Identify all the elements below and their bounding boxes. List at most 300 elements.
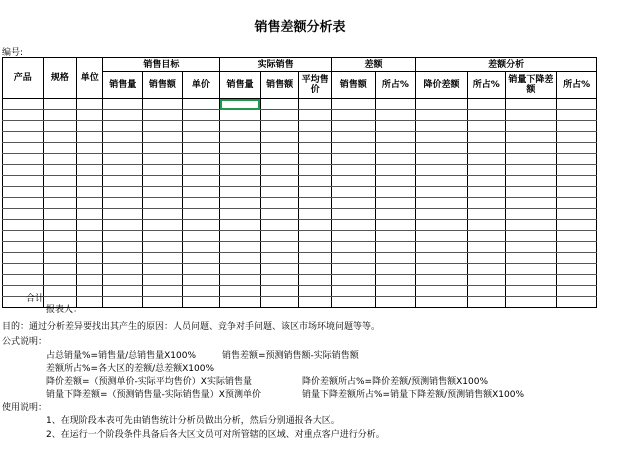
table-cell[interactable] <box>77 286 103 297</box>
table-cell[interactable] <box>220 220 261 231</box>
table-cell[interactable] <box>467 99 505 110</box>
table-cell[interactable] <box>43 264 77 275</box>
table-row <box>3 187 597 198</box>
total-cell[interactable] <box>103 297 143 308</box>
table-cell[interactable] <box>43 110 77 121</box>
table-cell[interactable] <box>260 99 299 110</box>
table-cell[interactable] <box>260 198 299 209</box>
table-row <box>3 99 597 110</box>
table-cell[interactable] <box>182 154 220 165</box>
table-cell[interactable] <box>220 253 261 264</box>
table-cell[interactable] <box>299 275 332 286</box>
table-cell[interactable] <box>143 242 183 253</box>
table-cell[interactable] <box>220 165 261 176</box>
table-cell[interactable] <box>143 275 183 286</box>
table-cell[interactable] <box>182 286 220 297</box>
table-cell[interactable] <box>43 143 77 154</box>
table-cell[interactable] <box>416 187 468 198</box>
table-cell[interactable] <box>467 253 505 264</box>
table-cell[interactable] <box>3 121 44 132</box>
table-cell[interactable] <box>299 220 332 231</box>
table-cell[interactable] <box>375 132 416 143</box>
table-cell[interactable] <box>299 253 332 264</box>
table-cell[interactable] <box>103 231 143 242</box>
table-cell[interactable] <box>3 132 44 143</box>
table-cell[interactable] <box>143 110 183 121</box>
table-cell[interactable] <box>557 110 597 121</box>
total-cell[interactable] <box>260 297 299 308</box>
table-cell[interactable] <box>505 154 557 165</box>
table-cell[interactable] <box>77 220 103 231</box>
table-cell[interactable] <box>505 198 557 209</box>
table-cell[interactable] <box>557 220 597 231</box>
table-cell[interactable] <box>416 231 468 242</box>
table-cell[interactable] <box>505 275 557 286</box>
table-cell[interactable] <box>77 176 103 187</box>
total-cell[interactable] <box>220 297 261 308</box>
table-cell[interactable] <box>103 165 143 176</box>
table-cell[interactable] <box>182 187 220 198</box>
table-cell[interactable] <box>43 231 77 242</box>
table-cell[interactable] <box>143 132 183 143</box>
table-cell[interactable] <box>557 132 597 143</box>
table-cell[interactable] <box>557 154 597 165</box>
total-cell[interactable] <box>467 297 505 308</box>
table-cell[interactable] <box>3 154 44 165</box>
table-cell[interactable] <box>557 231 597 242</box>
table-cell[interactable] <box>77 110 103 121</box>
table-cell[interactable] <box>505 110 557 121</box>
table-cell[interactable] <box>416 99 468 110</box>
table-cell[interactable] <box>182 198 220 209</box>
table-cell[interactable] <box>416 286 468 297</box>
table-cell[interactable] <box>43 209 77 220</box>
table-cell[interactable] <box>505 220 557 231</box>
table-cell[interactable] <box>103 110 143 121</box>
table-cell[interactable] <box>375 165 416 176</box>
code-label: 编号: <box>2 48 24 58</box>
table-cell[interactable] <box>331 121 375 132</box>
table-row <box>3 209 597 220</box>
table-cell[interactable] <box>331 143 375 154</box>
table-cell[interactable] <box>505 286 557 297</box>
table-cell[interactable] <box>3 187 44 198</box>
table-cell[interactable] <box>467 187 505 198</box>
selected-cell[interactable] <box>220 99 261 110</box>
table-cell[interactable] <box>260 176 299 187</box>
table-cell[interactable] <box>467 110 505 121</box>
total-cell[interactable] <box>505 297 557 308</box>
table-cell[interactable] <box>331 275 375 286</box>
table-cell[interactable] <box>467 275 505 286</box>
table-cell[interactable] <box>299 132 332 143</box>
table-cell[interactable] <box>467 154 505 165</box>
total-cell[interactable] <box>182 297 220 308</box>
data-rows <box>3 99 597 308</box>
table-cell[interactable] <box>77 187 103 198</box>
table-cell[interactable] <box>467 231 505 242</box>
table-cell[interactable] <box>103 264 143 275</box>
table-cell[interactable] <box>182 253 220 264</box>
table-cell[interactable] <box>3 264 44 275</box>
table-cell[interactable] <box>557 121 597 132</box>
table-cell[interactable] <box>143 121 183 132</box>
table-cell[interactable] <box>299 99 332 110</box>
table-cell[interactable] <box>143 286 183 297</box>
table-cell[interactable] <box>143 198 183 209</box>
table-cell[interactable] <box>467 165 505 176</box>
table-cell[interactable] <box>3 176 44 187</box>
table-cell[interactable] <box>331 253 375 264</box>
header-qty-drop: 销量下降差额 <box>505 72 557 99</box>
table-cell[interactable] <box>467 176 505 187</box>
table-cell[interactable] <box>103 121 143 132</box>
table-cell[interactable] <box>143 253 183 264</box>
table-cell[interactable] <box>505 209 557 220</box>
table-cell[interactable] <box>331 242 375 253</box>
header-unit: 单位 <box>77 58 103 99</box>
table-cell[interactable] <box>467 242 505 253</box>
table-cell[interactable] <box>3 253 44 264</box>
table-cell[interactable] <box>375 275 416 286</box>
total-row <box>3 297 597 308</box>
table-cell[interactable] <box>3 165 44 176</box>
table-cell[interactable] <box>260 253 299 264</box>
table-cell[interactable] <box>557 143 597 154</box>
table-cell[interactable] <box>260 209 299 220</box>
table-cell[interactable] <box>375 286 416 297</box>
table-cell[interactable] <box>375 220 416 231</box>
table-cell[interactable] <box>299 209 332 220</box>
table-cell[interactable] <box>3 275 44 286</box>
table-cell[interactable] <box>505 264 557 275</box>
table-cell[interactable] <box>77 253 103 264</box>
table-cell[interactable] <box>220 242 261 253</box>
table-cell[interactable] <box>103 132 143 143</box>
table-cell[interactable] <box>375 154 416 165</box>
table-cell[interactable] <box>299 176 332 187</box>
table-cell[interactable] <box>375 143 416 154</box>
table-cell[interactable] <box>103 99 143 110</box>
table-cell[interactable] <box>416 110 468 121</box>
table-cell[interactable] <box>375 264 416 275</box>
table-cell[interactable] <box>467 121 505 132</box>
table-cell[interactable] <box>375 209 416 220</box>
table-cell[interactable] <box>220 121 261 132</box>
table-cell[interactable] <box>3 198 44 209</box>
table-cell[interactable] <box>77 154 103 165</box>
table-cell[interactable] <box>77 121 103 132</box>
table-cell[interactable] <box>557 253 597 264</box>
table-cell[interactable] <box>375 242 416 253</box>
table-cell[interactable] <box>103 187 143 198</box>
table-cell[interactable] <box>220 176 261 187</box>
table-cell[interactable] <box>103 143 143 154</box>
table-cell[interactable] <box>299 198 332 209</box>
total-cell[interactable] <box>416 297 468 308</box>
table-cell[interactable] <box>220 286 261 297</box>
table-cell[interactable] <box>557 264 597 275</box>
table-cell[interactable] <box>143 209 183 220</box>
table-cell[interactable] <box>143 231 183 242</box>
table-cell[interactable] <box>416 198 468 209</box>
table-cell[interactable] <box>375 187 416 198</box>
formula-1a: 占总销量%=销售量/总销售量X100% <box>46 351 197 361</box>
formula-3a: 降价差额=（预测单价-实际平均售价）X实际销售量 <box>46 377 252 387</box>
table-cell[interactable] <box>103 176 143 187</box>
table-cell[interactable] <box>43 176 77 187</box>
table-cell[interactable] <box>375 231 416 242</box>
table-cell[interactable] <box>331 198 375 209</box>
table-cell[interactable] <box>220 132 261 143</box>
table-cell[interactable] <box>143 176 183 187</box>
table-cell[interactable] <box>182 176 220 187</box>
table-cell[interactable] <box>260 154 299 165</box>
table-cell[interactable] <box>143 99 183 110</box>
table-cell[interactable] <box>331 165 375 176</box>
table-cell[interactable] <box>416 275 468 286</box>
table-cell[interactable] <box>143 143 183 154</box>
table-cell[interactable] <box>77 132 103 143</box>
table-cell[interactable] <box>260 110 299 121</box>
table-cell[interactable] <box>416 143 468 154</box>
table-cell[interactable] <box>3 110 44 121</box>
table-cell[interactable] <box>299 165 332 176</box>
table-cell[interactable] <box>557 242 597 253</box>
table-cell[interactable] <box>260 220 299 231</box>
table-cell[interactable] <box>375 198 416 209</box>
table-cell[interactable] <box>416 220 468 231</box>
table-cell[interactable] <box>103 253 143 264</box>
table-cell[interactable] <box>182 165 220 176</box>
table-cell[interactable] <box>331 264 375 275</box>
header-target: 销售目标 <box>103 58 220 72</box>
table-cell[interactable] <box>43 132 77 143</box>
table-cell[interactable] <box>103 154 143 165</box>
table-cell[interactable] <box>143 165 183 176</box>
table-cell[interactable] <box>331 132 375 143</box>
table-cell[interactable] <box>220 209 261 220</box>
table-cell[interactable] <box>331 231 375 242</box>
table-cell[interactable] <box>416 176 468 187</box>
table-cell[interactable] <box>182 264 220 275</box>
table-cell[interactable] <box>220 275 261 286</box>
table-cell[interactable] <box>43 165 77 176</box>
table-cell[interactable] <box>103 198 143 209</box>
table-cell[interactable] <box>331 286 375 297</box>
table-cell[interactable] <box>299 242 332 253</box>
table-cell[interactable] <box>299 121 332 132</box>
table-cell[interactable] <box>43 198 77 209</box>
table-cell[interactable] <box>331 187 375 198</box>
table-cell[interactable] <box>77 143 103 154</box>
table-cell[interactable] <box>505 143 557 154</box>
table-cell[interactable] <box>182 132 220 143</box>
table-cell[interactable] <box>103 242 143 253</box>
formula-title: 公式说明： <box>2 337 48 347</box>
table-cell[interactable] <box>505 253 557 264</box>
table-cell[interactable] <box>260 121 299 132</box>
table-cell[interactable] <box>77 275 103 286</box>
table-cell[interactable] <box>467 209 505 220</box>
table-cell[interactable] <box>375 110 416 121</box>
table-cell[interactable] <box>182 209 220 220</box>
table-cell[interactable] <box>260 275 299 286</box>
table-cell[interactable] <box>299 231 332 242</box>
total-cell[interactable] <box>557 297 597 308</box>
table-cell[interactable] <box>182 143 220 154</box>
table-cell[interactable] <box>467 198 505 209</box>
table-cell[interactable] <box>220 264 261 275</box>
table-cell[interactable] <box>557 209 597 220</box>
total-cell[interactable] <box>375 297 416 308</box>
table-cell[interactable] <box>505 121 557 132</box>
table-cell[interactable] <box>416 253 468 264</box>
table-cell[interactable] <box>103 286 143 297</box>
table-cell[interactable] <box>416 165 468 176</box>
table-cell[interactable] <box>103 209 143 220</box>
table-cell[interactable] <box>182 99 220 110</box>
header-actual-amount: 销售额 <box>260 72 299 99</box>
table-cell[interactable] <box>467 264 505 275</box>
table-cell[interactable] <box>416 154 468 165</box>
table-cell[interactable] <box>557 275 597 286</box>
table-cell[interactable] <box>557 187 597 198</box>
table-cell[interactable] <box>220 198 261 209</box>
table-cell[interactable] <box>43 286 77 297</box>
header-target-price: 单价 <box>182 72 220 99</box>
table-cell[interactable] <box>260 286 299 297</box>
table-cell[interactable] <box>182 242 220 253</box>
table-cell[interactable] <box>260 165 299 176</box>
table-cell[interactable] <box>331 110 375 121</box>
table-cell[interactable] <box>3 209 44 220</box>
table-cell[interactable] <box>143 187 183 198</box>
usage-title: 使用说明： <box>2 403 48 413</box>
table-cell[interactable] <box>557 99 597 110</box>
table-cell[interactable] <box>299 264 332 275</box>
table-cell[interactable] <box>505 132 557 143</box>
table-cell[interactable] <box>143 264 183 275</box>
table-cell[interactable] <box>505 165 557 176</box>
table-cell[interactable] <box>375 176 416 187</box>
table-cell[interactable] <box>43 220 77 231</box>
table-cell[interactable] <box>416 209 468 220</box>
table-cell[interactable] <box>505 242 557 253</box>
table-cell[interactable] <box>331 176 375 187</box>
table-cell[interactable] <box>299 286 332 297</box>
table-cell[interactable] <box>77 198 103 209</box>
table-cell[interactable] <box>331 99 375 110</box>
table-cell[interactable] <box>77 264 103 275</box>
table-cell[interactable] <box>505 176 557 187</box>
table-cell[interactable] <box>182 275 220 286</box>
table-cell[interactable] <box>182 220 220 231</box>
table-cell[interactable] <box>260 143 299 154</box>
table-cell[interactable] <box>557 198 597 209</box>
table-cell[interactable] <box>220 110 261 121</box>
table-cell[interactable] <box>299 143 332 154</box>
header-diff-pct: 所占% <box>375 72 416 99</box>
table-cell[interactable] <box>143 220 183 231</box>
table-cell[interactable] <box>505 99 557 110</box>
table-cell[interactable] <box>375 99 416 110</box>
table-cell[interactable] <box>557 286 597 297</box>
table-row <box>3 154 597 165</box>
table-row <box>3 286 597 297</box>
table-cell[interactable] <box>299 187 332 198</box>
table-cell[interactable] <box>467 132 505 143</box>
table-cell[interactable] <box>43 99 77 110</box>
table-cell[interactable] <box>77 99 103 110</box>
table-cell[interactable] <box>220 154 261 165</box>
total-cell[interactable] <box>299 297 332 308</box>
total-cell[interactable] <box>143 297 183 308</box>
table-cell[interactable] <box>3 231 44 242</box>
table-cell[interactable] <box>557 176 597 187</box>
table-cell[interactable] <box>505 187 557 198</box>
table-cell[interactable] <box>467 286 505 297</box>
table-cell[interactable] <box>103 220 143 231</box>
table-cell[interactable] <box>375 253 416 264</box>
table-cell[interactable] <box>467 143 505 154</box>
table-cell[interactable] <box>182 231 220 242</box>
table-cell[interactable] <box>375 121 416 132</box>
table-cell[interactable] <box>77 242 103 253</box>
table-cell[interactable] <box>331 154 375 165</box>
table-cell[interactable] <box>260 132 299 143</box>
table-cell[interactable] <box>260 231 299 242</box>
table-cell[interactable] <box>416 121 468 132</box>
table-cell[interactable] <box>331 220 375 231</box>
table-cell[interactable] <box>43 275 77 286</box>
table-cell[interactable] <box>220 231 261 242</box>
table-cell[interactable] <box>260 242 299 253</box>
table-cell[interactable] <box>77 231 103 242</box>
formula-2: 差额所占%=各大区的差额/总差额X100% <box>46 364 215 374</box>
table-cell[interactable] <box>416 132 468 143</box>
table-cell[interactable] <box>3 220 44 231</box>
table-cell[interactable] <box>43 154 77 165</box>
table-cell[interactable] <box>103 275 143 286</box>
table-cell[interactable] <box>467 220 505 231</box>
total-cell[interactable] <box>331 297 375 308</box>
table-cell[interactable] <box>182 110 220 121</box>
table-cell[interactable] <box>43 187 77 198</box>
table-cell[interactable] <box>43 253 77 264</box>
table-cell[interactable] <box>220 143 261 154</box>
table-cell[interactable] <box>299 110 332 121</box>
table-cell[interactable] <box>220 187 261 198</box>
table-cell[interactable] <box>416 242 468 253</box>
table-cell[interactable] <box>557 165 597 176</box>
table-cell[interactable] <box>43 121 77 132</box>
table-cell[interactable] <box>260 264 299 275</box>
table-cell[interactable] <box>3 143 44 154</box>
table-cell[interactable] <box>3 242 44 253</box>
table-cell[interactable] <box>299 154 332 165</box>
table-cell[interactable] <box>182 121 220 132</box>
table-cell[interactable] <box>3 99 44 110</box>
table-cell[interactable] <box>505 231 557 242</box>
table-cell[interactable] <box>416 264 468 275</box>
table-cell[interactable] <box>77 165 103 176</box>
table-cell[interactable] <box>43 242 77 253</box>
table-cell[interactable] <box>143 154 183 165</box>
table-cell[interactable] <box>331 209 375 220</box>
table-cell[interactable] <box>260 187 299 198</box>
table-cell[interactable] <box>77 209 103 220</box>
